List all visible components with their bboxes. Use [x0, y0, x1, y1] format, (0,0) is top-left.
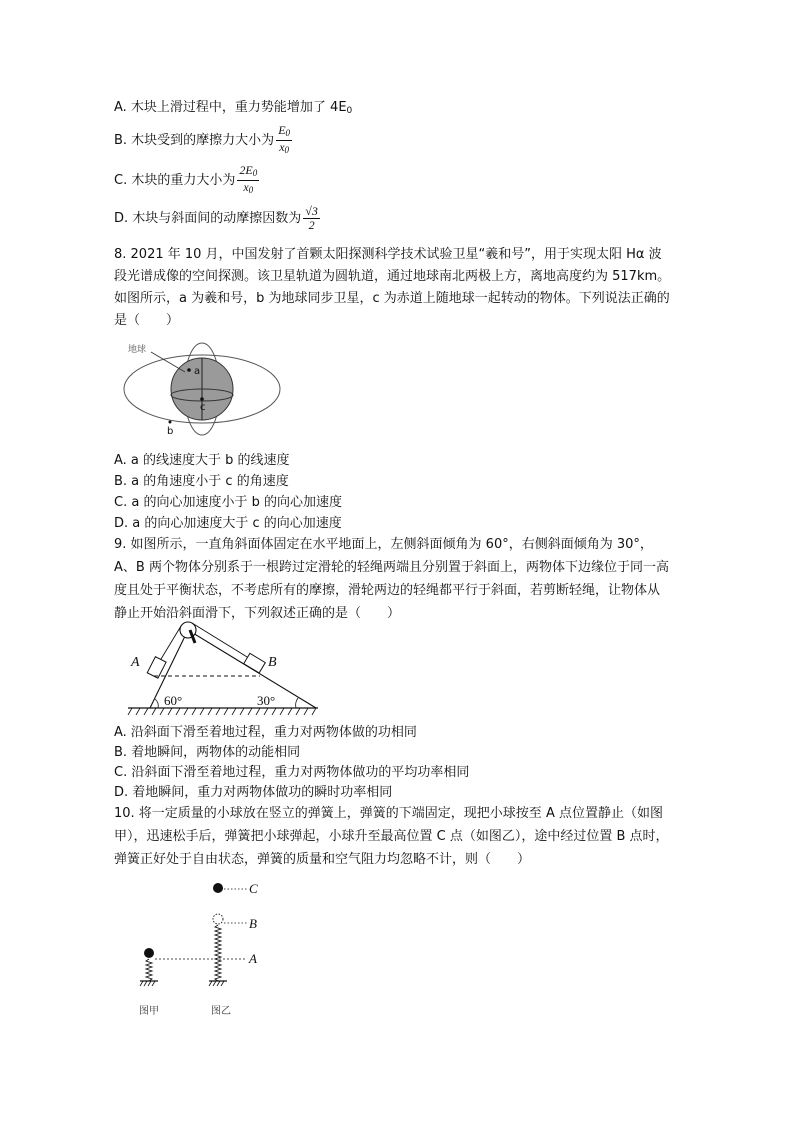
q8-stem-line-2: 段光谱成像的空间探测。该卫星轨道为圆轨道，通过地球南北两极上方，离地高度约为 517km。 — [114, 269, 671, 284]
earth-label-pointer — [151, 352, 185, 372]
caption-left: 图甲 — [139, 1006, 159, 1017]
caption-right: 图乙 — [211, 1006, 231, 1017]
ball-b-dashed — [213, 914, 223, 924]
q7-option-d: D. 木块与斜面间的动摩擦因数为 $\frac{√3}{2}$ — [114, 204, 318, 232]
label-A: A — [249, 951, 257, 966]
q7-option-a: A. 木块上滑过程中，重力势能增加了 $4E_0$ — [114, 100, 353, 116]
label-B: B — [268, 655, 277, 670]
q10-stem-line-3: 弹簧正好处于自由状态，弹簧的质量和空气阻力均忽略不计，则（ ） — [114, 852, 531, 867]
q9-option-b: B. 着地瞬间，两物体的动能相同 — [114, 745, 301, 760]
q9-option-c: C. 沿斜面下滑至着地过程，重力对两物体做功的平均功率相同 — [114, 765, 470, 780]
q10-spring-figure — [135, 878, 270, 1020]
ground-hatching — [128, 708, 316, 715]
label-a: a — [194, 366, 201, 377]
q9-option-a: A. 沿斜面下滑至着地过程，重力对两物体做的功相同 — [114, 725, 417, 740]
object-c-dot — [200, 397, 204, 401]
q10-stem-line-1: 10. 将一定质量的小球放在竖立的弹簧上，弹簧的下端固定，现把小球按至 A 点位置静止（如图 — [114, 806, 663, 821]
label-B: B — [249, 916, 257, 931]
rope-left — [158, 626, 181, 664]
q9-option-d: D. 着地瞬间，重力对两物体做功的瞬时功率相同 — [114, 785, 393, 800]
q10-stem-line-2: 甲），迅速松手后，弹簧把小球弹起，小球升至最高位置 C 点（如图乙），途中经过位置 B 点时， — [114, 829, 669, 844]
ball-c — [213, 883, 223, 893]
fraction-2e0-over-x0: $\frac{2E_0}{x_0}$ — [239, 163, 258, 195]
q8-orbit-figure — [115, 338, 285, 438]
right-angle-label: 30° — [257, 693, 276, 708]
label-C: C — [249, 881, 258, 896]
q8-option-d: D. a 的向心加速度大于 c 的向心加速度 — [114, 516, 342, 531]
q7-option-b: B. 木块受到的摩擦力大小为 $\frac{E_0}{x_0}$ — [114, 123, 291, 155]
q9-stem-line-4: 静止开始沿斜面滑下，下列叙述正确的是（ ） — [114, 606, 401, 621]
block-b — [244, 653, 266, 673]
label-b: b — [167, 426, 174, 437]
block-a — [147, 657, 166, 678]
q8-stem-line-3: 如图所示，a 为羲和号，b 为地球同步卫星，c 为赤道上随地球一起转动的物体。下列说法正确的 — [114, 291, 670, 306]
fraction-e0-over-x0: $\frac{E_0}{x_0}$ — [278, 123, 291, 155]
q9-stem-line-2: A、B 两个物体分别系于一根跨过定滑轮的轻绳两端且分别置于斜面上，两物体下边缘位于同一高 — [114, 560, 669, 575]
q8-stem-line-1: 8. 2021 年 10 月，中国发射了首颗太阳探测科学技术试验卫星“羲和号”，用于实现太阳 Hα 波 — [114, 247, 662, 262]
q8-option-c: C. a 的向心加速度小于 b 的向心加速度 — [114, 495, 342, 510]
satellite-a-dot — [187, 368, 191, 372]
q8-option-b: B. a 的角速度小于 c 的角速度 — [114, 474, 289, 489]
left-angle-label: 60° — [164, 693, 183, 708]
spring-left — [146, 959, 152, 981]
q9-incline-figure — [128, 616, 320, 718]
q9-stem-line-1: 9. 如图所示，一直角斜面体固定在水平地面上，左侧斜面倾角为 60°，右侧斜面倾角为 30°， — [114, 537, 653, 552]
label-c: c — [200, 402, 206, 413]
spring-right — [215, 925, 221, 981]
earth-label: 地球 — [128, 345, 147, 355]
q7-option-c: C. 木块的重力大小为 $\frac{2E_0}{x_0}$ — [114, 163, 258, 195]
fraction-sqrt3-over-2: $\frac{√3}{2}$ — [305, 204, 318, 232]
ball-a — [144, 948, 154, 958]
rope-right — [192, 623, 252, 660]
label-A: A — [131, 655, 140, 670]
satellite-b-dot — [169, 421, 172, 424]
q9-stem-line-3: 度且处于平衡状态，不考虑所有的摩擦，滑轮两边的轻绳都平行于斜面，若剪断轻绳，让物体从 — [114, 583, 661, 598]
q8-option-a: A. a 的线速度大于 b 的线速度 — [114, 453, 290, 468]
q8-stem-line-4: 是（ ） — [114, 313, 180, 328]
